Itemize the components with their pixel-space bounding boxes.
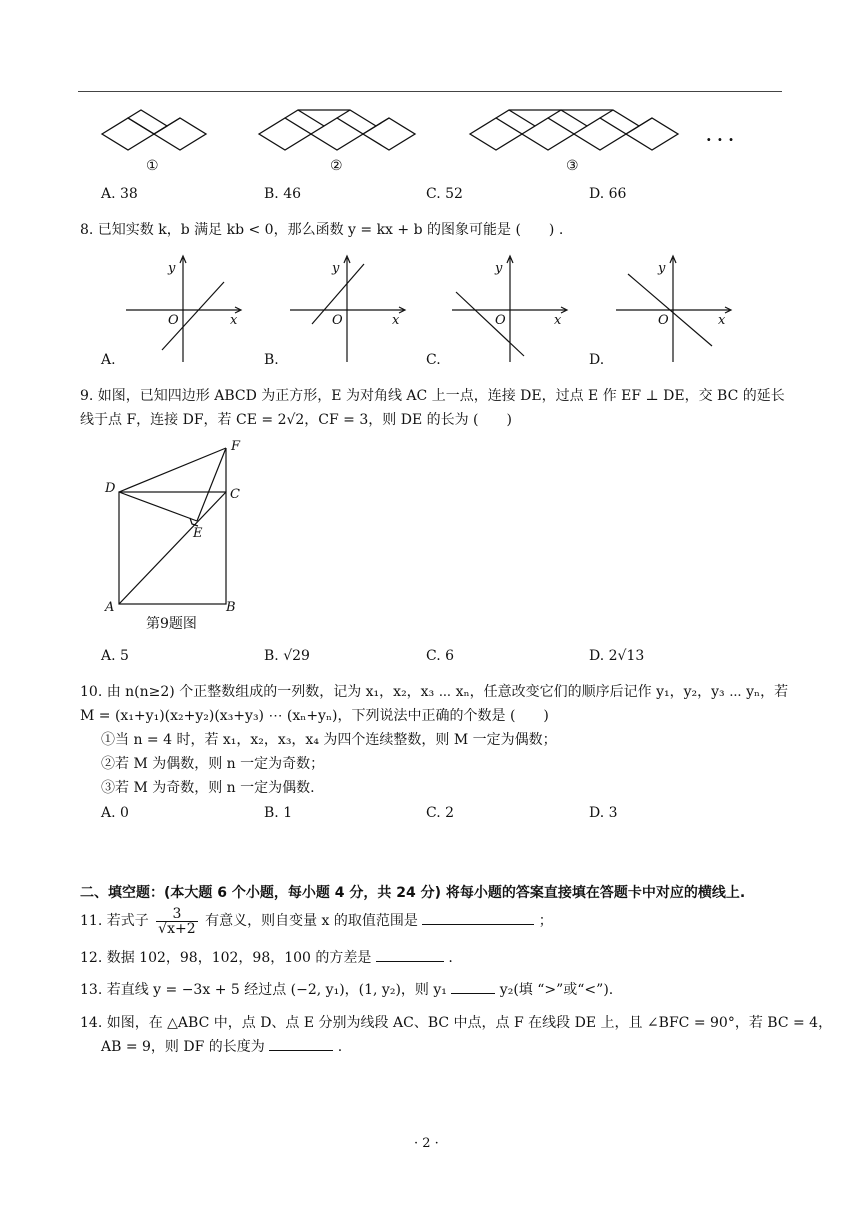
q14 [80, 1035, 342, 1059]
q9-point-b: B [226, 600, 236, 615]
q13-text: 13. 若直线 y = −3x + 5 经过点 (−2, y₁)，(1, y₂)，则 y₁ [80, 982, 447, 998]
q10-option-d: D. 3 [589, 805, 618, 821]
q7-option-d: D. 66 [589, 186, 627, 202]
q8-d-x-label: x [718, 313, 726, 328]
q10-option-b: B. 1 [264, 805, 293, 821]
q8-c-y-label: y [495, 261, 503, 276]
q8-d-origin-label: O [658, 313, 669, 328]
q9-point-c: C [230, 487, 240, 502]
q9-option-c: C. 6 [426, 648, 455, 664]
q8-graph-b [288, 252, 414, 364]
q12-end: . [448, 950, 453, 966]
q9-option-b: B. √29 [264, 648, 310, 664]
q8-d-y-label: y [658, 261, 666, 276]
q9-stem-line-2: 线于点 F，连接 DF，若 CE = 2√2，CF = 3，则 DE 的长为 ( ) [80, 412, 512, 428]
q8-option-d: D. [589, 352, 605, 368]
q11-before: 11. 若式子 [80, 913, 149, 929]
q13-end: y₂(填 “>”或“<”). [499, 982, 614, 998]
q11-after: 有意义，则自变量 x 的取值范围是 [205, 913, 418, 929]
q8-a-y-label: y [168, 261, 176, 276]
q12 [80, 946, 453, 970]
q10-stem-line-2: M = (x₁+y₁)(x₂+y₂)(x₃+y₃) ⋯ (xₙ+yₙ)，下列说法中正确的个数是 ( ) [80, 708, 549, 724]
q12-answer-blank[interactable] [376, 947, 444, 962]
q10-statement-3: ③若 M 为奇数，则 n 一定为偶数. [101, 780, 315, 796]
q8-c-origin-label: O [495, 313, 506, 328]
q10-option-a: A. 0 [101, 805, 129, 821]
q10-option-c: C. 2 [426, 805, 455, 821]
q9-point-f: F [231, 439, 241, 454]
q8-a-x-label: x [230, 313, 238, 328]
q9-point-e: E [193, 526, 203, 541]
q8-b-y-label: y [332, 261, 340, 276]
q7-fig-label-2: ② [330, 158, 343, 174]
q11 [80, 906, 553, 936]
q7-option-b: B. 46 [264, 186, 302, 202]
q9-option-d: D. 2√13 [589, 648, 645, 664]
q7-option-c: C. 52 [426, 186, 463, 202]
q9-point-a: A [105, 600, 115, 615]
q13 [80, 978, 613, 1002]
q9-point-d: D [105, 481, 116, 496]
q8-graph-d [614, 252, 740, 364]
q11-end: ； [538, 913, 553, 929]
q12-text: 12. 数据 102，98，102，98，100 的方差是 [80, 950, 372, 966]
q10-statement-2: ②若 M 为偶数，则 n 一定为奇数； [101, 756, 325, 772]
header-rule [78, 91, 782, 92]
q13-answer-blank[interactable] [451, 979, 495, 994]
q7-figure-3 [466, 108, 686, 156]
q8-graph-a [124, 252, 250, 364]
q14-answer-blank[interactable] [269, 1036, 333, 1051]
q11-numerator: 3 [156, 907, 197, 922]
q10-stem-line-1: 10. 由 n(n≥2) 个正整数组成的一列数，记为 x₁，x₂，x₃ ⋯ xₙ，任意改变它们的顺序后记作 y₁，y₂，y₃ ⋯ yₙ，若 [80, 684, 789, 700]
q9-figure [100, 436, 260, 616]
q9-option-a: A. 5 [101, 648, 129, 664]
q7-figure-2 [255, 108, 421, 156]
q11-fraction [156, 907, 197, 936]
q8-a-origin-label: O [168, 313, 179, 328]
q10-statement-1: ①当 n = 4 时，若 x₁，x₂，x₃，x₄ 为四个连续整数，则 M 一定为偶数； [101, 732, 557, 748]
q8-b-x-label: x [392, 313, 400, 328]
q8-stem: 8. 已知实数 k，b 满足 kb < 0，那么函数 y = kx + b 的图象可能是 ( ) . [80, 222, 564, 238]
q14-stem-line-2: AB = 9，则 DF 的长度为 [101, 1039, 265, 1055]
q14-end: . [337, 1039, 343, 1055]
q7-fig-label-1: ① [146, 158, 159, 174]
q11-denominator: √x+2 [158, 920, 196, 937]
q7-fig-label-3: ③ [566, 158, 579, 174]
q11-answer-blank[interactable] [422, 910, 534, 925]
q8-b-origin-label: O [332, 313, 343, 328]
q8-graph-c [450, 252, 576, 364]
q7-figure-1 [98, 108, 210, 156]
q14-stem-line-1: 14. 如图，在 △ABC 中，点 D、点 E 分别为线段 AC、BC 中点，点 F 在线段 DE 上，且 ∠BFC = 90°，若 BC = 4， [80, 1015, 833, 1031]
q9-figure-caption: 第9题图 [146, 616, 197, 632]
page-number: · 2 · [414, 1136, 439, 1151]
q8-option-b: B. [264, 352, 279, 368]
q7-ellipsis: · · · [706, 130, 734, 149]
q7-option-a: A. 38 [101, 186, 138, 202]
q8-option-c: C. [426, 352, 441, 368]
q8-option-a: A. [101, 352, 116, 368]
q9-stem-line-1: 9. 如图，已知四边形 ABCD 为正方形，E 为对角线 AC 上一点，连接 DE，过点 E 作 EF ⊥ DE，交 BC 的延长 [80, 388, 785, 404]
section-2-heading: 二、填空题：(本大题 6 个小题，每小题 4 分，共 24 分) 将每小题的答案直接填在答题卡中对应的横线上. [80, 885, 746, 901]
q8-c-x-label: x [554, 313, 562, 328]
